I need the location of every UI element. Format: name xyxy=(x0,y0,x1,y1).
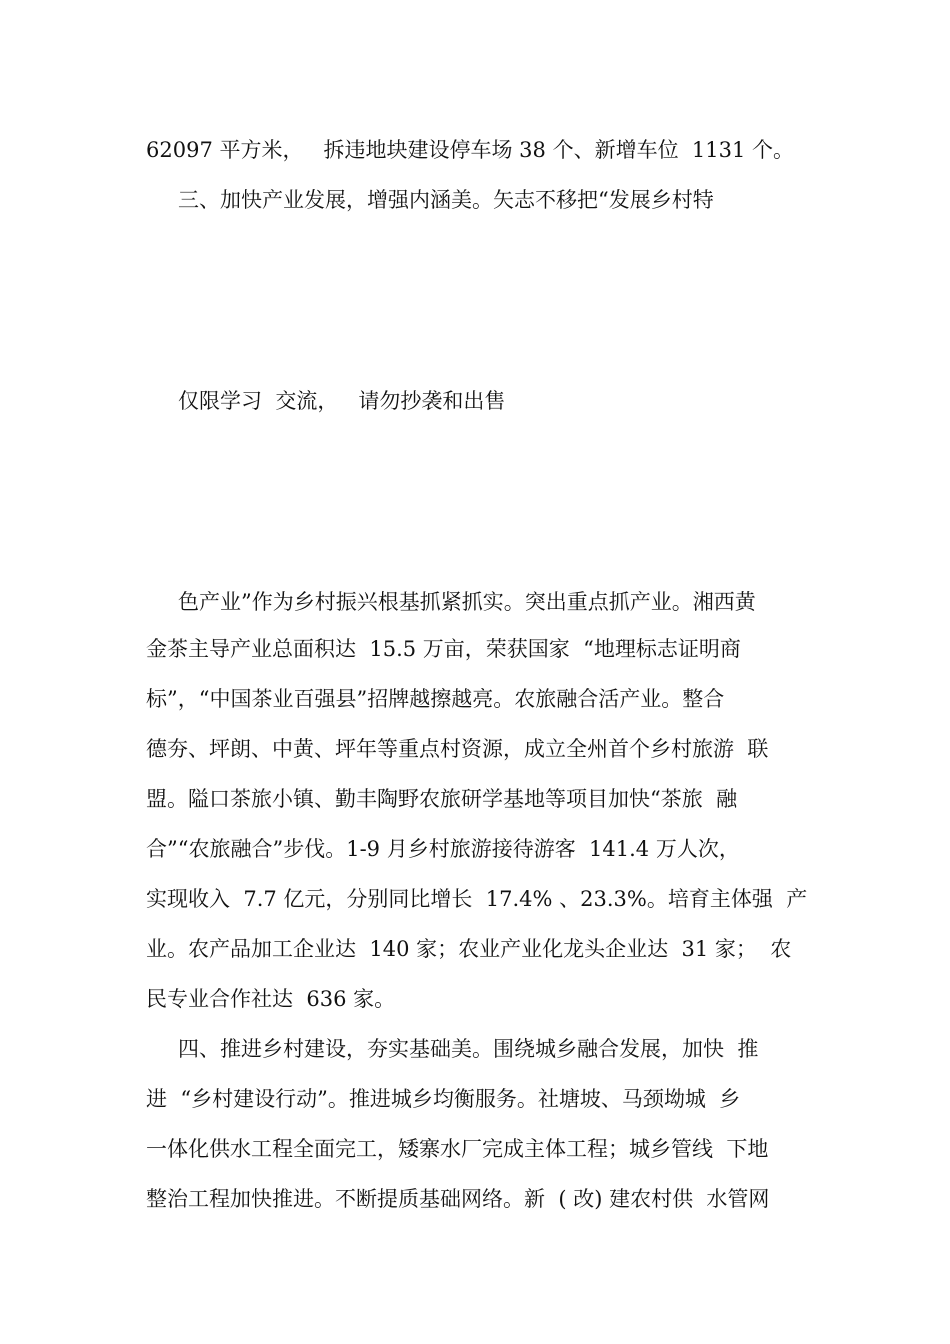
text-line: 实现收入 7.7 亿元，分别同比增长 17.4% 、23.3%。培育主体强 产 xyxy=(146,887,808,911)
copyright-notice: 仅限学习 交流， 请勿抄袭和出售 xyxy=(178,389,506,413)
text-line: 业。农产品加工企业达 140 家；农业产业化龙头企业达 31 家； 农 xyxy=(146,937,792,961)
text-line: 整治工程加快推进。不断提质基础网络。新 ( 改) 建农村供 水管网 xyxy=(146,1187,770,1211)
text-line: 进 “乡村建设行动”。推进城乡均衡服务。社塘坡、马颈坳城 乡 xyxy=(146,1087,741,1111)
text-line: 金茶主导产业总面积达 15.5 万亩，荣获国家 “地理标志证明商 xyxy=(146,637,741,661)
paragraph-heading: 四、推进乡村建设，夯实基础美。围绕城乡融合发展，加快 推 xyxy=(178,1037,759,1061)
text-line: 色产业”作为乡村振兴根基抓紧抓实。突出重点抓产业。湘西黄 xyxy=(178,590,756,614)
paragraph-heading: 三、加快产业发展，增强内涵美。矢志不移把“发展乡村特 xyxy=(178,188,714,212)
text-line: 标”，“中国茶业百强县”招牌越擦越亮。农旅融合活产业。整合 xyxy=(146,687,725,711)
text-line: 盟。隘口茶旅小镇、勤丰陶野农旅研学基地等项目加快“茶旅 融 xyxy=(146,787,738,811)
text-line: 合”“农旅融合”步伐。1-9 月乡村旅游接待游客 141.4 万人次， xyxy=(146,837,740,861)
text-line: 民专业合作社达 636 家。 xyxy=(146,987,396,1011)
text-line: 62097 平方米， 拆违地块建设停车场 38 个、新增车位 1131 个。 xyxy=(146,138,795,162)
text-line: 一体化供水工程全面完工，矮寨水厂完成主体工程；城乡管线 下地 xyxy=(146,1137,769,1161)
text-line: 德夯、坪朗、中黄、坪年等重点村资源，成立全州首个乡村旅游 联 xyxy=(146,737,769,761)
